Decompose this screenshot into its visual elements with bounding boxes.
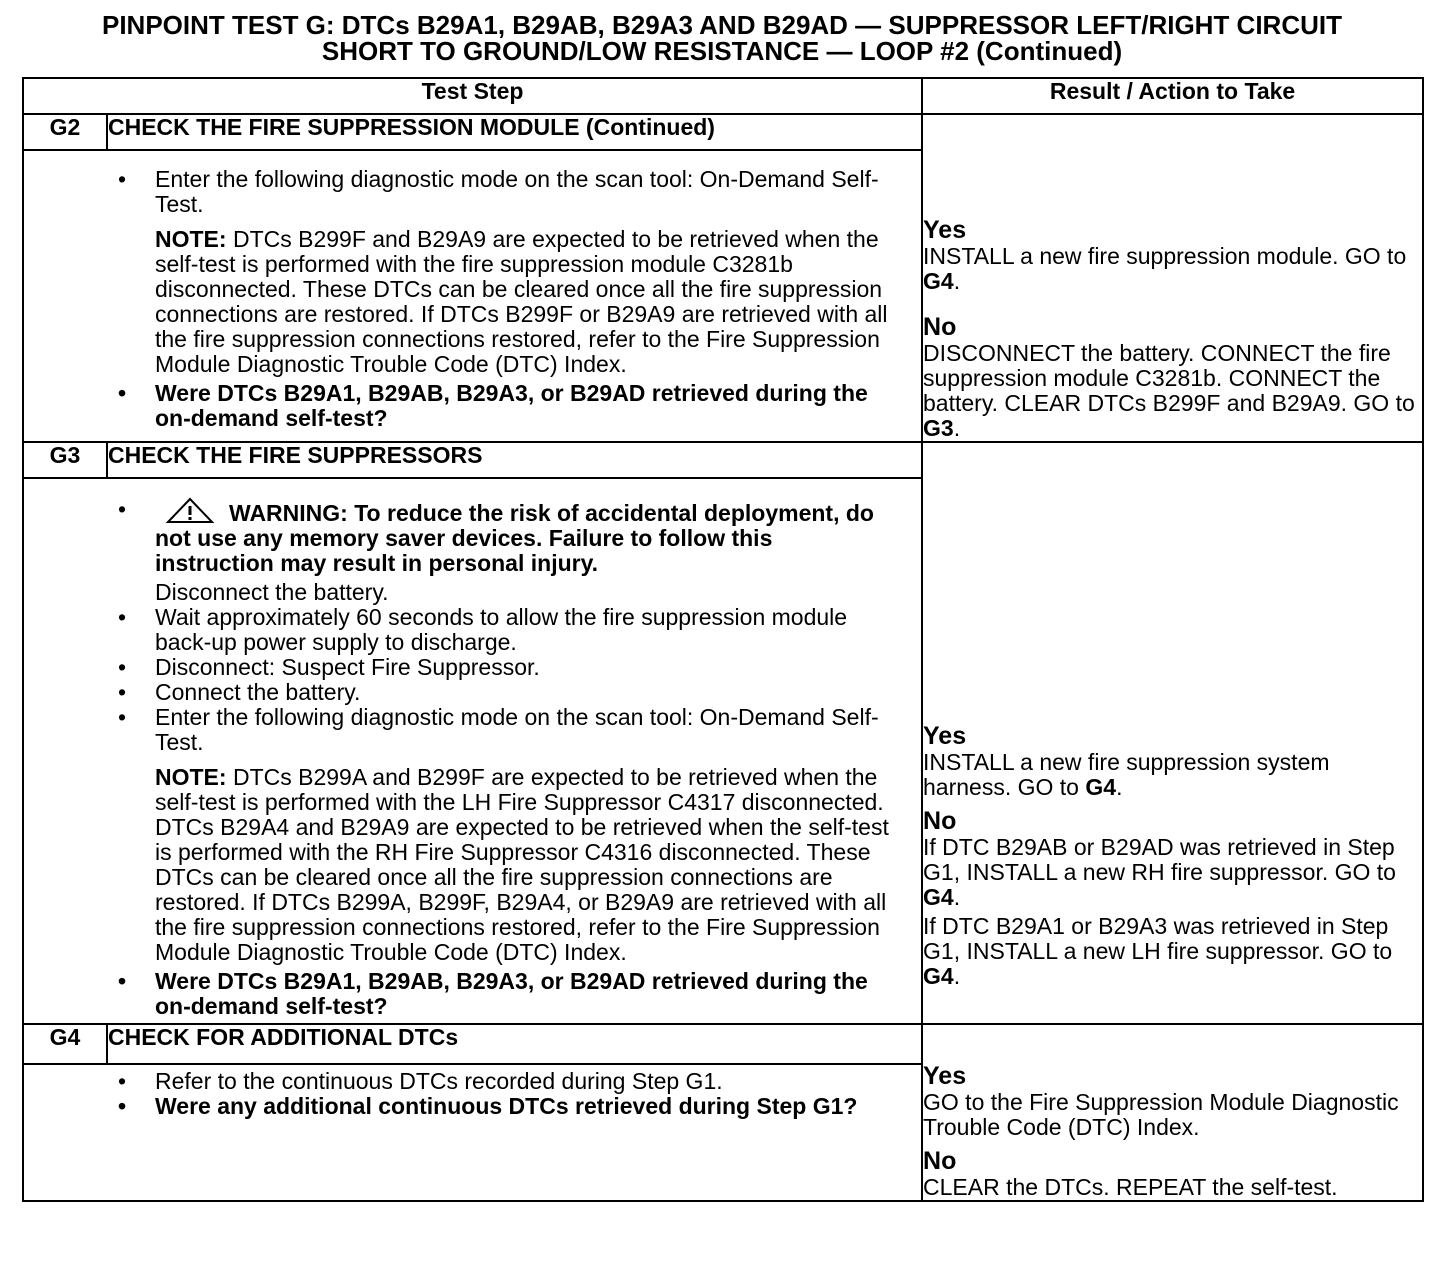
page-title bbox=[22, 12, 1422, 64]
g2-no-label: No bbox=[923, 313, 957, 341]
g3-note: NOTE: DTCs B299A and B299F are expected to be retrieved when the self-test is performed with the LH Fire Suppressor C4317 disconnected. DTCs B29A4 and B29A9 are expected to be retrieved when the self-test is performed with the RH Fire Suppressor C4316 disconnected. These DTCs can be cleared once all the fire suppression connections are restored. If DTCs B299A, B299F, B29A4, or B29A9 are retrieved with all the fire suppression connections restored, refer to the Fire Suppression Module Diagnostic Trouble Code (DTC) Index. bbox=[155, 764, 889, 965]
g4-heading-row bbox=[23, 1024, 1423, 1064]
title-line-1: PINPOINT TEST G: DTCs B29A1, B29AB, B29A3 AND B29AD — SUPPRESSOR LEFT/RIGHT CIRCUIT bbox=[101, 10, 1342, 40]
g3-heading-row bbox=[23, 442, 1423, 478]
header-test-step: Test Step bbox=[23, 78, 922, 114]
g3-no-action-rh: If DTC B29AB or B29AD was retrieved in Step G1, INSTALL a new RH fire suppressor. GO to G4. bbox=[923, 834, 1396, 910]
g2-yes-label: Yes bbox=[923, 216, 967, 244]
g4-yes-action: GO to the Fire Suppression Module Diagnostic Trouble Code (DTC) Index. bbox=[923, 1089, 1399, 1140]
g4-no-label: No bbox=[923, 1147, 957, 1175]
g2-no-action: DISCONNECT the battery. CONNECT the fire suppression module C3281b. CONNECT the battery. CLEAR DTCs B299F and B29A9. GO to G3. bbox=[923, 340, 1415, 441]
g2-yes-action: INSTALL a new fire suppression module. GO to G4. bbox=[923, 243, 1407, 294]
step-heading-g2: CHECK THE FIRE SUPPRESSION MODULE (Continued) bbox=[107, 114, 922, 150]
table-header-row bbox=[23, 78, 1423, 114]
title-line-2: SHORT TO GROUND/LOW RESISTANCE — LOOP #2 (Continued) bbox=[321, 36, 1123, 66]
g2-question: • Were DTCs B29A1, B29AB, B29A3, or B29AD retrieved during the on-demand self-test? bbox=[118, 380, 868, 431]
g4-question: • Were any additional continuous DTCs retrieved during Step G1? bbox=[118, 1092, 858, 1119]
g3-yes-action: INSTALL a new fire suppression system harness. GO to G4. bbox=[923, 749, 1330, 800]
g3-no-label: No bbox=[923, 807, 957, 835]
result-g4 bbox=[922, 1024, 1423, 1201]
step-body-g4 bbox=[23, 1064, 922, 1201]
g3-after-warning: Disconnect the battery. bbox=[155, 579, 389, 605]
step-heading-g4: CHECK FOR ADDITIONAL DTCs bbox=[107, 1024, 922, 1064]
warning-triangle-icon bbox=[165, 497, 215, 525]
list-item: • Connect the battery. bbox=[118, 679, 361, 705]
pinpoint-test-table bbox=[22, 77, 1424, 1202]
step-id-g2: G2 bbox=[23, 114, 107, 150]
list-item: • Enter the following diagnostic mode on the scan tool: On-Demand Self-Test. bbox=[118, 166, 879, 217]
g2-note: NOTE: DTCs B299F and B29A9 are expected to be retrieved when the self-test is performed with the fire suppression module C3281b disconnected. These DTCs can be cleared once all the fire suppression connections are restored. If DTCs B299F or B29A9 are retrieved with all the fire suppression connections restored, refer to the Fire Suppression Module Diagnostic Trouble Code (DTC) Index. bbox=[155, 226, 888, 377]
step-id-g4: G4 bbox=[23, 1024, 107, 1064]
g3-no-action-lh: If DTC B29A1 or B29A3 was retrieved in Step G1, INSTALL a new LH fire suppressor. GO to G4. bbox=[923, 913, 1393, 989]
result-g3 bbox=[922, 442, 1423, 1024]
list-item: • WARNING: To reduce the risk of accidental deployment, do not use any memory saver devices. Failure to follow this instruction may result in personal injury. Disconnect the battery. bbox=[24, 497, 891, 605]
g4-no-action: CLEAR the DTCs. REPEAT the self-test. bbox=[923, 1174, 1338, 1200]
list-item: • Refer to the continuous DTCs recorded during Step G1. bbox=[118, 1067, 723, 1094]
list-item: • Enter the following diagnostic mode on the scan tool: On-Demand Self-Test. bbox=[118, 704, 879, 755]
step-id-g3: G3 bbox=[23, 442, 107, 478]
header-result: Result / Action to Take bbox=[922, 78, 1423, 114]
step-body-g3 bbox=[23, 478, 922, 1024]
list-item: • Disconnect: Suspect Fire Suppressor. bbox=[118, 654, 540, 680]
g3-yes-label: Yes bbox=[923, 722, 967, 750]
g2-heading-row bbox=[23, 114, 1423, 150]
g3-warning: WARNING: To reduce the risk of accidental deployment, do not use any memory saver devices. Failure to follow this instruction may result in personal injury. bbox=[155, 500, 874, 576]
step-body-g2 bbox=[23, 150, 922, 442]
list-item: • Wait approximately 60 seconds to allow the fire suppression module back-up power supply to discharge. bbox=[118, 604, 848, 655]
g4-yes-label: Yes bbox=[923, 1062, 967, 1090]
result-g2 bbox=[922, 114, 1423, 442]
g3-question: • Were DTCs B29A1, B29AB, B29A3, or B29AD retrieved during the on-demand self-test? bbox=[118, 968, 868, 1019]
step-heading-g3: CHECK THE FIRE SUPPRESSORS bbox=[107, 442, 922, 478]
